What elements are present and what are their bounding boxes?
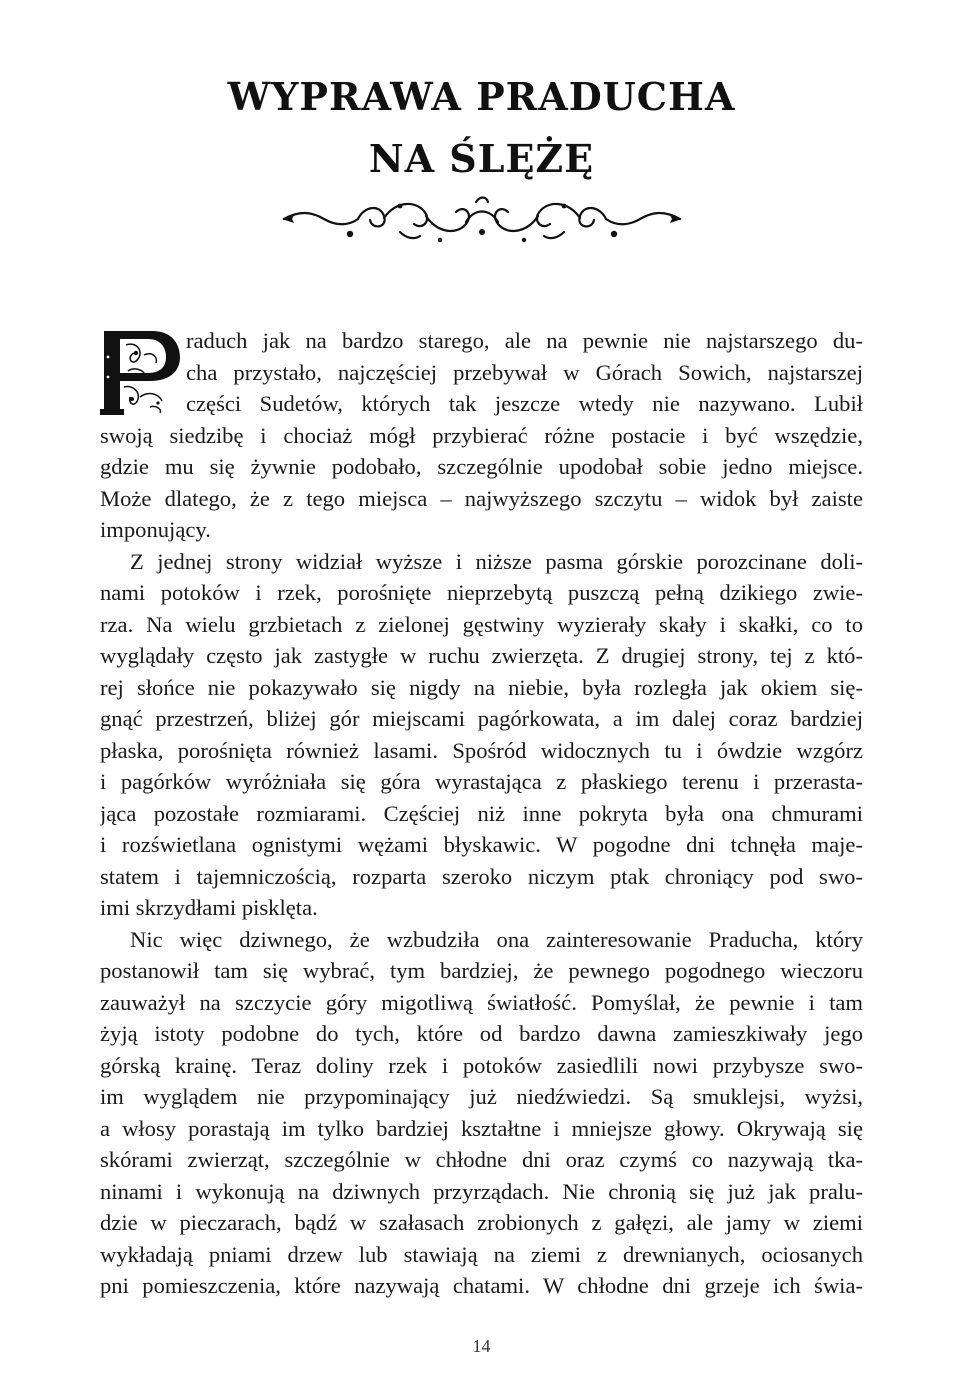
text-line: gnąć przestrzeń, bliżej gór miejscami pagórkowata, a im dalej coraz bardziej: [100, 706, 863, 731]
text-line: imponujący.: [100, 517, 211, 542]
text-line: raduch jak na bardzo starego, ale na pewnie nie najstarszego du-: [186, 328, 863, 353]
text-line: a włosy porastają im tylko bardziej kształtne i mniejsze głowy. Okrywają się: [100, 1115, 863, 1141]
chapter-title-line-2: NA ŚLĘŻĘ: [368, 136, 595, 181]
page-number: 14: [472, 1336, 491, 1356]
text-line: Może dlatego, że z tego miejsca – najwyższego szczytu – widok był zaiste: [100, 485, 863, 511]
text-line: Z jednej strony widział wyższe i niższe pasma górskie porozcinane doli-: [130, 548, 863, 574]
text-line: rej słońce nie pokazywało się nigdy na niebie, była rozległa jak okiem się-: [100, 674, 863, 700]
text-line: części Sudetów, których tak jeszcze wtedy nie nazywano. Lubił: [186, 391, 863, 416]
text-line: płaska, porośnięta również lasami. Spośród widocznych tu i ówdzie wzgórz: [100, 737, 863, 763]
body-text: [100, 325, 863, 1302]
text-line: zauważył na szczycie góry migotliwą światłość. Pomyślał, że pewnie i tam: [100, 989, 863, 1015]
text-line: żyją istoty podobne do tych, które od bardzo dawna zamieszkiwały jego: [100, 1021, 863, 1046]
chapter-title-line-1: WYPRAWA PRADUCHA: [227, 74, 736, 119]
text-line: dzie w pieczarach, bądź w szałasach zrobionych z gałęzi, ale jamy w ziemi: [100, 1210, 863, 1235]
paragraph-1: [100, 325, 863, 546]
text-line: wyglądały często jak zastygłe w ruchu zwierzęta. Z drugiej strony, tej z któ-: [100, 643, 863, 668]
text-line: nami potoków i rzek, porośnięte nieprzebytą puszczą pełną dzikiego zwie-: [100, 580, 863, 605]
text-line: wykładają pniami drzew lub stawiają na ziemi z drewnianych, ociosanych: [100, 1241, 863, 1267]
text-line: górską krainę. Teraz doliny rzek i potoków zasiedlili nowi przybysze swo-: [100, 1052, 863, 1078]
text-line: pni pomieszczenia, które nazywają chatami. W chłodne dni grzeje ich świa-: [100, 1273, 863, 1298]
text-line: cha przystało, najczęściej przebywał w Górach Sowich, najstarszej: [186, 359, 863, 385]
decorative-flourish-divider-icon: [280, 192, 684, 246]
text-line: postanowił tam się wybrać, tym bardziej, że pewnego pogodnego wieczoru: [100, 958, 863, 983]
text-line: imi skrzydłami pisklęta.: [100, 895, 318, 920]
text-line: skórami zwierząt, szczególnie w chłodne dni oraz czymś co nazywają tka-: [100, 1147, 863, 1172]
text-line: ninami i wykonują na dziwnych przyrządach. Nie chronią się już jak pralu-: [100, 1178, 863, 1204]
paragraph-2: [100, 546, 863, 924]
text-line: Nic więc dziwnego, że wzbudziła ona zainteresowanie Praducha, który: [130, 926, 863, 952]
text-line: im wyglądem nie przypominający już niedźwiedzi. Są smuklejsi, wyżsi,: [100, 1084, 863, 1109]
text-line: swoją siedzibę i chociaż mógł przybierać różne postacie i być wszędzie,: [100, 422, 863, 448]
text-line: statem i tajemniczością, rozparta szeroko niczym ptak chroniący pod swo-: [100, 863, 863, 889]
text-line: rza. Na wielu grzbietach z zielonej gęstwiny wyzierały skały i skałki, co to: [100, 611, 863, 637]
text-line: gdzie mu się żywnie podobało, szczególnie upodobał sobie jedno miejsce.: [100, 454, 863, 479]
illuminated-initial-p-icon: [100, 327, 182, 417]
text-line: i rozświetlana ognistymi wężami błyskawic. W pogodne dni tchnęła maje-: [100, 832, 863, 857]
text-line: jąca pozostałe rozmiarami. Częściej niż inne pokryta była ona chmurami: [100, 800, 863, 826]
paragraph-3: [100, 924, 863, 1302]
text-line: i pagórków wyróżniała się góra wyrastająca z płaskiego terenu i przerasta-: [100, 769, 863, 794]
